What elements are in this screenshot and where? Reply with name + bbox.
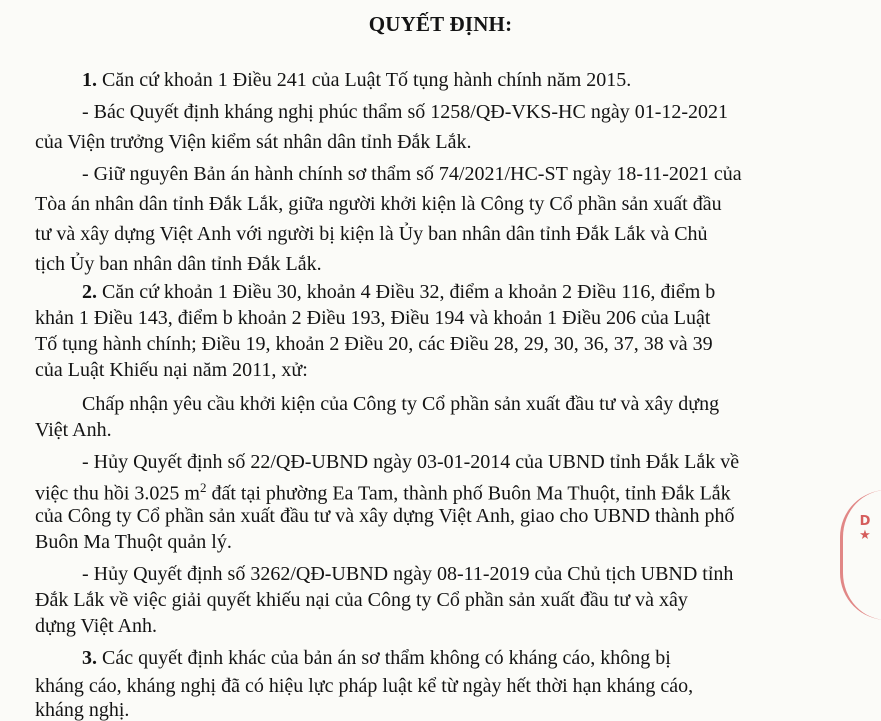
paragraph-2-line-10: Buôn Ma Thuột quản lý. bbox=[35, 531, 232, 553]
paragraph-2-line-12: Đắk Lắk về việc giải quyết khiếu nại của Công ty Cổ phần sản xuất đầu tư và xây bbox=[35, 589, 688, 611]
paragraph-2-line-5: Chấp nhận yêu cầu khởi kiện của Công ty Cổ phần sản xuất đầu tư và xây dựng bbox=[82, 393, 720, 415]
area-superscript: 2 bbox=[199, 480, 207, 495]
paragraph-1-text: Căn cứ khoản 1 Điều 241 của Luật Tố tụng hành chính năm 2015. bbox=[97, 69, 632, 91]
paragraph-1-line-7: tịch Ủy ban nhân dân tỉnh Đắk Lắk. bbox=[35, 253, 322, 275]
paragraph-2-text: Căn cứ khoản 1 Điều 30, khoản 4 Điều 32, điểm a khoản 2 Điều 116, điểm b bbox=[97, 281, 716, 303]
paragraph-3-text: Các quyết định khác của bản án sơ thẩm không có kháng cáo, không bị bbox=[97, 647, 671, 669]
paragraph-1-line-4: - Giữ nguyên Bản án hành chính sơ thẩm số 74/2021/HC-ST ngày 18-11-2021 của bbox=[82, 163, 742, 185]
paragraph-2-line-11: - Hủy Quyết định số 3262/QĐ-UBND ngày 08-11-2019 của Chủ tịch UBND tỉnh bbox=[82, 563, 734, 585]
paragraph-2-line-7: - Hủy Quyết định số 22/QĐ-UBND ngày 03-01-2014 của UBND tỉnh Đắk Lắk về bbox=[82, 451, 740, 473]
area-text-continued: đất tại phường Ea Tam, thành phố Buôn Ma Thuột, tỉnh Đắk Lắk bbox=[206, 482, 731, 505]
paragraph-2-number: 2. bbox=[82, 281, 97, 303]
paragraph-2-line-13: dựng Việt Anh. bbox=[35, 615, 158, 637]
paragraph-2-line-3: Tố tụng hành chính; Điều 19, khoản 2 Điều 20, các Điều 28, 29, 30, 36, 37, 38 và 39 bbox=[35, 333, 713, 355]
paragraph-2-line-6: Việt Anh. bbox=[35, 419, 112, 441]
paragraph-1-line-5: Tòa án nhân dân tỉnh Đắk Lắk, giữa người khởi kiện là Công ty Cổ phần sản xuất đầu bbox=[35, 193, 722, 215]
paragraph-3-number: 3. bbox=[82, 647, 97, 669]
paragraph-1-line-2: - Bác Quyết định kháng nghị phúc thẩm số 1258/QĐ-VKS-HC ngày 01-12-2021 bbox=[82, 101, 729, 123]
paragraph-1-number: 1. bbox=[82, 69, 97, 91]
paragraph-1-line-6: tư và xây dựng Việt Anh với người bị kiện là Ủy ban nhân dân tỉnh Đắk Lắk và Chủ bbox=[35, 223, 708, 245]
paragraph-2-line-9: của Công ty Cổ phần sản xuất đầu tư và xây dựng Việt Anh, giao cho UBND thành phố bbox=[35, 505, 735, 527]
decision-heading: QUYẾT ĐỊNH: bbox=[368, 12, 513, 36]
paragraph-3-line-2-text: kháng cáo, kháng nghị đã có hiệu lực pháp luật kể từ ngày hết thời hạn kháng cáo, bbox=[35, 675, 694, 697]
paragraph-1-line-3: của Viện trưởng Viện kiểm sát nhân dân tỉnh Đắk Lắk. bbox=[35, 131, 472, 153]
paragraph-2-line-4: của Luật Khiếu nại năm 2011, xử: bbox=[35, 359, 308, 381]
paragraph-3-line-3-text: kháng nghị. bbox=[35, 699, 130, 721]
red-seal-stamp-text: D★ bbox=[859, 514, 871, 543]
paragraph-2-line-2: khản 1 Điều 143, điểm b khoản 2 Điều 193, Điều 194 và khoản 1 Điều 206 của Luật bbox=[35, 307, 711, 329]
area-text: việc thu hồi 3.025 m bbox=[35, 482, 200, 505]
